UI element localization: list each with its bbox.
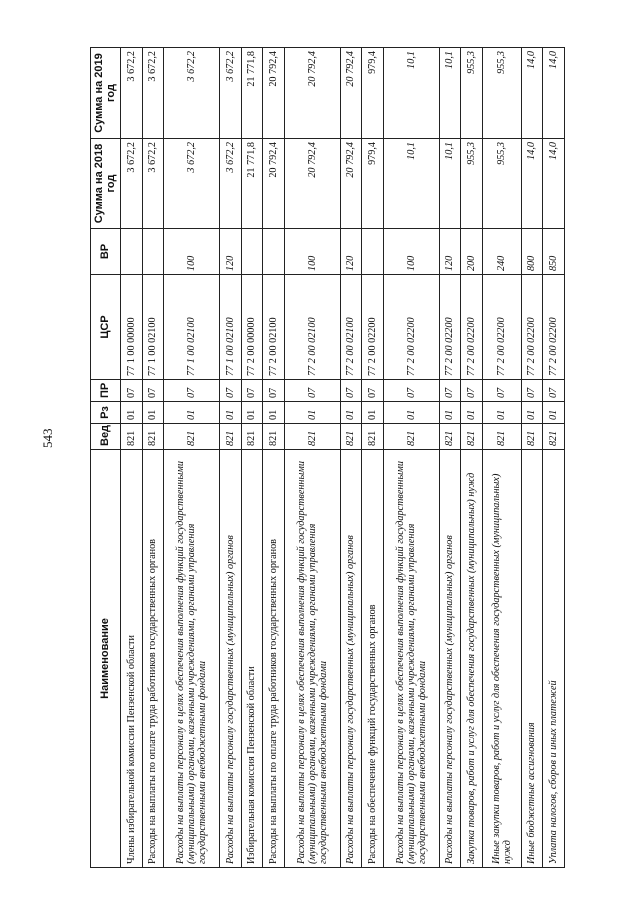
cell-pr: 07 [121, 380, 143, 402]
cell-name: Расходы на выплаты персоналу государственных (муниципальных) органов [340, 450, 362, 868]
cell-rz: 01 [543, 402, 565, 424]
cell-ved: 821 [263, 424, 285, 450]
cell-sum-2018: 21 771,8 [241, 139, 263, 229]
cell-vr: 240 [482, 229, 521, 275]
cell-name: Иные бюджетные ассигнования [521, 450, 543, 868]
cell-sum-2019: 20 792,4 [284, 48, 340, 139]
table-row [220, 48, 242, 868]
cell-csr: 77 2 00 02200 [439, 275, 461, 380]
cell-ved: 821 [439, 424, 461, 450]
cell-rz: 01 [383, 402, 439, 424]
cell-sum-2018: 3 672,2 [142, 139, 164, 229]
cell-vr: 120 [340, 229, 362, 275]
table-row [543, 48, 565, 868]
cell-sum-2018: 10,1 [439, 139, 461, 229]
cell-sum-2018: 3 672,2 [220, 139, 242, 229]
cell-sum-2018: 955,3 [461, 139, 483, 229]
cell-sum-2018: 14,0 [543, 139, 565, 229]
cell-ved: 821 [543, 424, 565, 450]
cell-sum-2019: 3 672,2 [121, 48, 143, 139]
cell-pr: 07 [241, 380, 263, 402]
cell-sum-2019: 14,0 [543, 48, 565, 139]
cell-name: Члены избирательной комиссии Пензенской области [121, 450, 143, 868]
cell-vr: 120 [439, 229, 461, 275]
cell-sum-2019: 955,3 [482, 48, 521, 139]
cell-sum-2018: 20 792,4 [284, 139, 340, 229]
cell-pr: 07 [383, 380, 439, 402]
cell-rz: 01 [241, 402, 263, 424]
header-ved: Вед [91, 424, 121, 450]
table-header-row [91, 48, 121, 868]
table-row [482, 48, 521, 868]
cell-ved: 821 [383, 424, 439, 450]
cell-ved: 821 [362, 424, 384, 450]
cell-name: Закупка товаров, работ и услуг для обеспечения государственных (муниципальных) нужд [461, 450, 483, 868]
cell-sum-2019: 979,4 [362, 48, 384, 139]
cell-rz: 01 [142, 402, 164, 424]
cell-csr: 77 2 00 02200 [461, 275, 483, 380]
cell-pr: 07 [340, 380, 362, 402]
cell-pr: 07 [362, 380, 384, 402]
table-row [340, 48, 362, 868]
cell-pr: 07 [263, 380, 285, 402]
header-name: Наименование [91, 450, 121, 868]
table-row [263, 48, 285, 868]
table-row [521, 48, 543, 868]
cell-pr: 07 [439, 380, 461, 402]
table-row [284, 48, 340, 868]
cell-sum-2018: 20 792,4 [340, 139, 362, 229]
table-row [383, 48, 439, 868]
cell-rz: 01 [121, 402, 143, 424]
cell-rz: 01 [439, 402, 461, 424]
cell-csr: 77 2 00 02200 [482, 275, 521, 380]
cell-ved: 821 [241, 424, 263, 450]
cell-ved: 821 [142, 424, 164, 450]
cell-sum-2018: 979,4 [362, 139, 384, 229]
cell-name: Расходы на выплаты по оплате труда работников государственных органов [142, 450, 164, 868]
header-sum-2018: Сумма на 2018 год [91, 139, 121, 229]
cell-ved: 821 [340, 424, 362, 450]
cell-rz: 01 [164, 402, 220, 424]
cell-sum-2019: 14,0 [521, 48, 543, 139]
cell-name: Расходы на выплаты персоналу в целях обеспечения выполнения функций государственными (муниципальными) органами, казенными учреждениями, органами управления государственными внебюджетными фондами [383, 450, 439, 868]
table-row [241, 48, 263, 868]
cell-sum-2019: 21 771,8 [241, 48, 263, 139]
cell-csr: 77 2 00 02200 [383, 275, 439, 380]
cell-name: Расходы на выплаты персоналу в целях обеспечения выполнения функций государственными (муниципальными) органами, казенными учреждениями, органами управления государственными внебюджетными фондами [164, 450, 220, 868]
cell-name: Расходы на выплаты персоналу в целях обеспечения выполнения функций государственными (муниципальными) органами, казенными учреждениями, органами управления государственными внебюджетными фондами [284, 450, 340, 868]
header-csr: ЦСР [91, 275, 121, 380]
cell-sum-2018: 20 792,4 [263, 139, 285, 229]
cell-vr [142, 229, 164, 275]
cell-ved: 821 [521, 424, 543, 450]
cell-csr: 77 2 00 02100 [263, 275, 285, 380]
cell-rz: 01 [284, 402, 340, 424]
cell-csr: 77 2 00 02100 [340, 275, 362, 380]
cell-vr: 100 [383, 229, 439, 275]
cell-rz: 01 [340, 402, 362, 424]
cell-sum-2019: 3 672,2 [142, 48, 164, 139]
cell-rz: 01 [482, 402, 521, 424]
cell-sum-2019: 20 792,4 [340, 48, 362, 139]
cell-csr: 77 1 00 00000 [121, 275, 143, 380]
cell-pr: 07 [284, 380, 340, 402]
cell-pr: 07 [543, 380, 565, 402]
cell-sum-2019: 20 792,4 [263, 48, 285, 139]
cell-vr: 200 [461, 229, 483, 275]
cell-sum-2019: 955,3 [461, 48, 483, 139]
cell-csr: 77 1 00 02100 [220, 275, 242, 380]
cell-ved: 821 [121, 424, 143, 450]
cell-rz: 01 [521, 402, 543, 424]
cell-sum-2018: 3 672,2 [121, 139, 143, 229]
cell-rz: 01 [220, 402, 242, 424]
cell-rz: 01 [263, 402, 285, 424]
cell-name: Уплата налогов, сборов и иных платежей [543, 450, 565, 868]
table-body [121, 48, 565, 868]
cell-name: Расходы на выплаты персоналу государственных (муниципальных) органов [439, 450, 461, 868]
cell-sum-2018: 14,0 [521, 139, 543, 229]
cell-pr: 07 [164, 380, 220, 402]
cell-csr: 77 1 00 02100 [142, 275, 164, 380]
cell-pr: 07 [461, 380, 483, 402]
cell-ved: 821 [284, 424, 340, 450]
cell-rz: 01 [461, 402, 483, 424]
cell-pr: 07 [142, 380, 164, 402]
cell-csr: 77 2 00 02200 [521, 275, 543, 380]
table-row [439, 48, 461, 868]
table-row [461, 48, 483, 868]
table-row [142, 48, 164, 868]
cell-sum-2018: 3 672,2 [164, 139, 220, 229]
cell-sum-2019: 3 672,2 [220, 48, 242, 139]
cell-pr: 07 [220, 380, 242, 402]
cell-sum-2019: 10,1 [439, 48, 461, 139]
page-number: 543 [40, 428, 55, 448]
cell-pr: 07 [482, 380, 521, 402]
cell-name: Расходы на выплаты по оплате труда работников государственных органов [263, 450, 285, 868]
cell-sum-2018: 10,1 [383, 139, 439, 229]
cell-vr [121, 229, 143, 275]
cell-csr: 77 1 00 02100 [164, 275, 220, 380]
cell-pr: 07 [521, 380, 543, 402]
cell-ved: 821 [220, 424, 242, 450]
header-rz: Рз [91, 402, 121, 424]
cell-vr: 100 [284, 229, 340, 275]
table-row [164, 48, 220, 868]
budget-table [90, 47, 565, 868]
table-row [362, 48, 384, 868]
table-row [121, 48, 143, 868]
cell-name: Расходы на выплаты персоналу государственных (муниципальных) органов [220, 450, 242, 868]
cell-sum-2019: 3 672,2 [164, 48, 220, 139]
budget-table-container [90, 48, 565, 868]
header-sum-2019: Сумма на 2019 год [91, 48, 121, 139]
cell-vr: 100 [164, 229, 220, 275]
cell-rz: 01 [362, 402, 384, 424]
cell-vr [263, 229, 285, 275]
cell-csr: 77 2 00 02200 [543, 275, 565, 380]
cell-csr: 77 2 00 00000 [241, 275, 263, 380]
cell-vr: 850 [543, 229, 565, 275]
cell-name: Избирательная комиссия Пензенской области [241, 450, 263, 868]
cell-vr: 800 [521, 229, 543, 275]
cell-csr: 77 2 00 02100 [284, 275, 340, 380]
cell-vr [241, 229, 263, 275]
cell-ved: 821 [461, 424, 483, 450]
cell-name: Иные закупки товаров, работ и услуг для обеспечения государственных (муниципальных) нужд [482, 450, 521, 868]
cell-ved: 821 [164, 424, 220, 450]
header-pr: ПР [91, 380, 121, 402]
cell-ved: 821 [482, 424, 521, 450]
cell-csr: 77 2 00 02200 [362, 275, 384, 380]
cell-vr: 120 [220, 229, 242, 275]
cell-name: Расходы на обеспечение функций государственных органов [362, 450, 384, 868]
cell-sum-2018: 955,3 [482, 139, 521, 229]
cell-vr [362, 229, 384, 275]
cell-sum-2019: 10,1 [383, 48, 439, 139]
header-vr: ВР [91, 229, 121, 275]
